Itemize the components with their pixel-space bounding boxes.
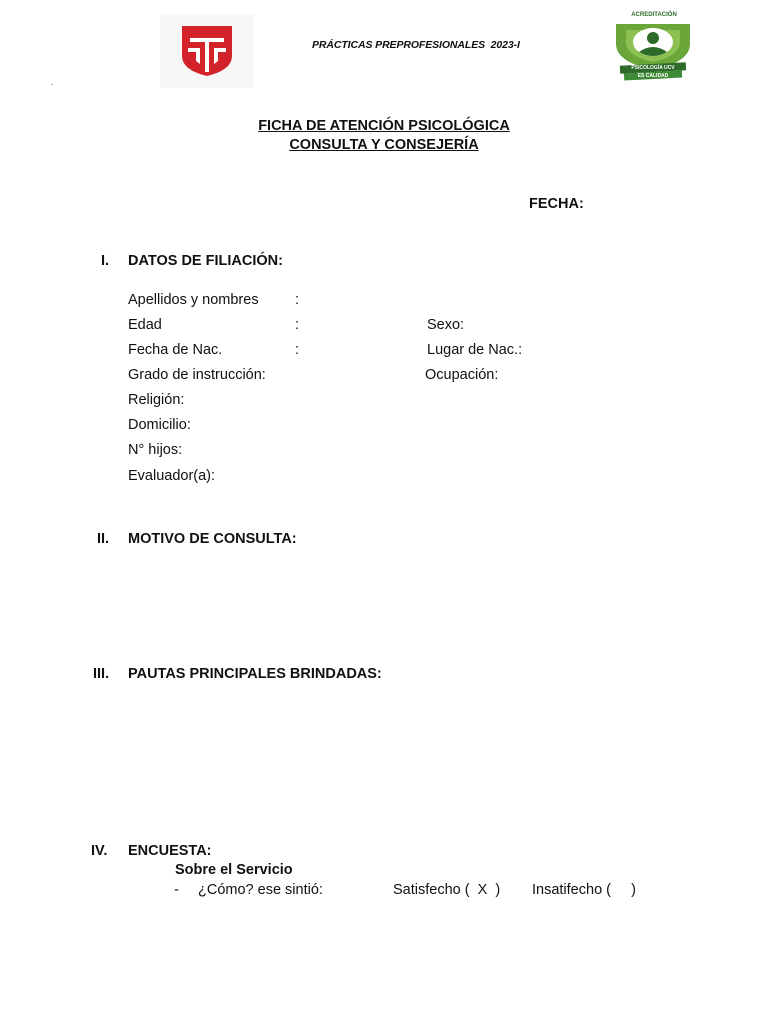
form-title: FICHA DE ATENCIÓN PSICOLÓGICA (258, 118, 510, 134)
field-ocupacion: Ocupación: (425, 367, 499, 383)
field-edad: Edad (128, 317, 162, 333)
field-colon: : (295, 317, 300, 333)
field-sexo: Sexo: (427, 317, 465, 333)
field-religion: Religión: (128, 392, 185, 408)
field-lugar-nac: Lugar de Nac.: (427, 342, 523, 358)
section-3-title: PAUTAS PRINCIPALES BRINDADAS: (128, 666, 382, 682)
field-fecha-nac: Fecha de Nac. (128, 342, 223, 358)
survey-option-satisfied: Satisfecho ( X ) (393, 882, 501, 898)
section-2-title: MOTIVO DE CONSULTA: (128, 531, 297, 547)
section-1-number: I. (101, 253, 110, 269)
field-grado: Grado de instrucción: (128, 367, 266, 383)
accreditation-top-text: ACREDITACIÓN (631, 12, 677, 18)
field-colon: : (295, 292, 300, 308)
field-apellidos: Apellidos y nombres (128, 292, 259, 308)
section-4-title: ENCUESTA: (128, 843, 212, 859)
date-label: FECHA: (529, 196, 584, 212)
survey-question: ¿Cómo? ese sintió: (198, 882, 323, 898)
field-colon: : (295, 342, 300, 358)
survey-bullet: - (174, 882, 179, 898)
survey-subtitle: Sobre el Servicio (175, 862, 293, 878)
section-3-number: III. (93, 666, 110, 682)
accreditation-band-line2: ES CALIDAD (637, 73, 669, 79)
section-4-number: IV. (91, 843, 108, 859)
stray-dot: . (51, 78, 54, 87)
field-domicilio: Domicilio: (128, 417, 191, 433)
section-1-title: DATOS DE FILIACIÓN: (128, 253, 283, 269)
practice-label: PRÁCTICAS PREPROFESIONALES 2023-I (312, 39, 520, 51)
university-logo (160, 14, 254, 88)
accreditation-logo (612, 8, 694, 84)
field-hijos: N° hijos: (128, 442, 183, 458)
accreditation-band-line1: PSICOLOGÍA UCV (631, 65, 675, 71)
form-subtitle: CONSULTA Y CONSEJERÍA (289, 137, 479, 153)
field-evaluador: Evaluador(a): (128, 468, 216, 484)
section-2-number: II. (97, 531, 110, 547)
survey-option-unsatisfied: Insatifecho ( ) (532, 882, 636, 898)
university-shield-icon (160, 14, 254, 88)
